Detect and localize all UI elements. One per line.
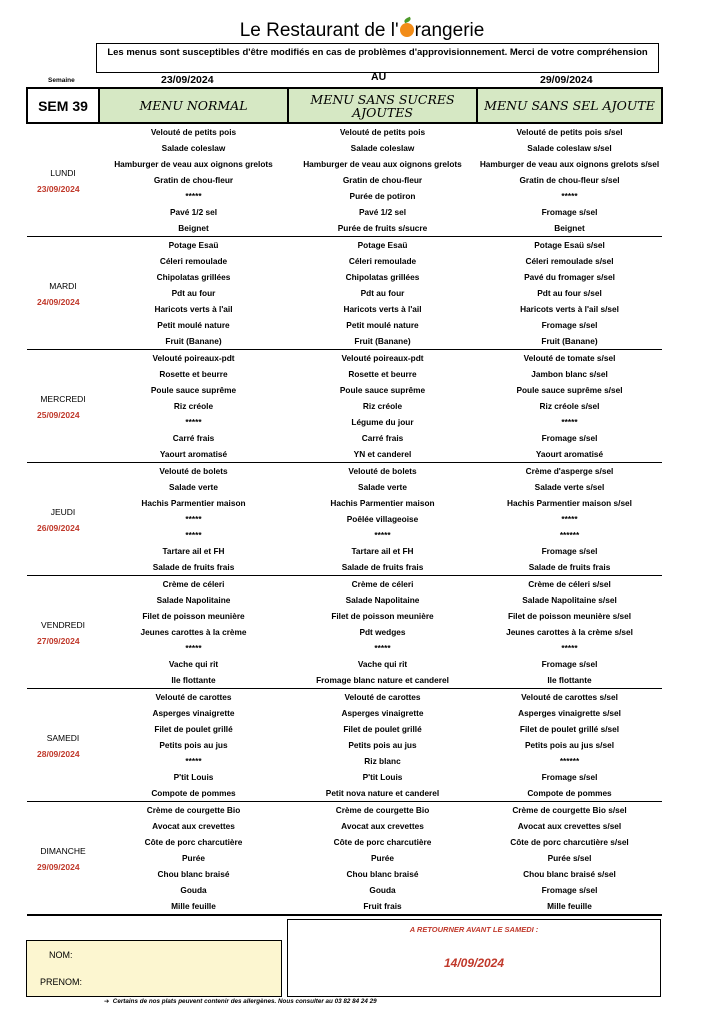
dish-cell: *****: [185, 416, 202, 427]
day-name: LUNDI: [50, 168, 76, 178]
dish-cell: Velouté de tomate s/sel: [523, 352, 616, 363]
day-name: VENDREDI: [41, 620, 85, 630]
dish-cell: Côte de porc charcutière s/sel: [510, 836, 629, 847]
dish-cell: Hachis Parmentier maison s/sel: [507, 497, 632, 508]
dish-cell: Jeunes carottes à la crème: [140, 626, 247, 637]
dish-cell: Fromage s/sel: [541, 884, 598, 895]
table-row: [27, 640, 662, 656]
dish-cell: Velouté de carottes s/sel: [521, 691, 618, 702]
dish-cell: ******: [559, 755, 580, 766]
dish-cell: Filet de poisson meunière: [142, 610, 245, 621]
day-cell: [27, 123, 99, 237]
table-row: [27, 333, 662, 350]
dish-cell: Chipolatas grillées: [345, 271, 420, 282]
dish-cell: Mille feuille: [477, 898, 662, 915]
orange-logo-icon: [400, 23, 414, 37]
dish-cell: P'tit Louis: [173, 771, 214, 782]
table-row: [27, 576, 662, 593]
dish-cell: Salade coleslaw s/sel: [527, 142, 612, 153]
dish-cell: Filet de poulet grillé: [343, 723, 422, 734]
day-date: 23/09/2024: [37, 184, 80, 194]
dish-cell: Fromage s/sel: [541, 206, 598, 217]
dish-cell: Tartare ail et FH: [162, 545, 225, 556]
dish-cell: *****: [185, 529, 202, 540]
dish-cell: Salade verte: [169, 481, 218, 492]
dish-cell: Beignet: [477, 220, 662, 237]
dish-cell: Rosette et beurre: [348, 368, 417, 379]
dish-cell: Velouté poireaux-pdt: [152, 352, 235, 363]
dish-cell: Pdt wedges: [359, 626, 406, 637]
dish-cell: Côte de porc charcutière: [144, 836, 243, 847]
table-row: [27, 753, 662, 769]
title-part-2: rangerie: [414, 20, 485, 41]
dish-cell: Ile flottante: [477, 672, 662, 689]
dish-cell: Asperges vinaigrette: [152, 707, 235, 718]
day-date: 28/09/2024: [37, 749, 80, 759]
week-number: SEM 39: [27, 88, 99, 123]
dish-cell: Crème de courgette Bio: [146, 804, 241, 815]
dish-cell: Poêlée villageoise: [346, 513, 419, 524]
dish-cell: Velouté de petits pois s/sel: [516, 126, 623, 137]
dish-cell: Jambon blanc s/sel: [531, 368, 608, 379]
table-row: [27, 785, 662, 802]
dish-cell: Poule sauce suprême: [339, 384, 426, 395]
dish-cell: Salade coleslaw: [350, 142, 415, 153]
day-name: SAMEDI: [46, 733, 80, 743]
table-row: [27, 672, 662, 689]
table-row: [27, 204, 662, 220]
dish-cell: *****: [185, 190, 202, 201]
dish-cell: Salade Napolitaine: [345, 594, 420, 605]
dish-cell: Filet de poisson meunière s/sel: [507, 610, 632, 621]
table-row: [27, 737, 662, 753]
dish-cell: Carré frais: [172, 432, 215, 443]
dish-cell: Petits pois au jus s/sel: [525, 739, 614, 750]
dish-cell: ******: [559, 529, 580, 540]
day-date: 24/09/2024: [37, 297, 80, 307]
table-row: [27, 898, 662, 915]
table-row: [27, 317, 662, 333]
table-row: [27, 850, 662, 866]
dish-cell: Compote de pommes: [477, 785, 662, 802]
dish-cell: Velouté de carottes: [155, 691, 232, 702]
dish-cell: Fromage blanc nature et canderel: [288, 672, 477, 689]
dish-cell: Purée: [181, 852, 206, 863]
table-row: [27, 608, 662, 624]
dish-cell: Pavé 1/2 sel: [358, 206, 407, 217]
dish-cell: Purée de potiron: [349, 190, 416, 201]
dish-cell: Chou blanc braisé: [346, 868, 419, 879]
dish-cell: Petits pois au jus: [159, 739, 228, 750]
table-row: [27, 527, 662, 543]
day-date: 27/09/2024: [37, 636, 80, 646]
return-box: [287, 919, 661, 997]
dish-cell: Yaourt aromatisé: [99, 446, 288, 463]
dish-cell: Petit moulé nature: [157, 319, 230, 330]
dish-cell: Vache qui rit: [168, 658, 219, 669]
dish-cell: Salade de fruits frais: [99, 559, 288, 576]
table-row: [27, 156, 662, 172]
dish-cell: Ile flottante: [99, 672, 288, 689]
table-row: [27, 140, 662, 156]
dish-cell: Haricots verts à l'ail s/sel: [520, 303, 619, 314]
dish-cell: Riz créole: [173, 400, 214, 411]
dish-cell: Fromage s/sel: [541, 545, 598, 556]
dish-cell: Pavé du fromager s/sel: [524, 271, 615, 282]
dish-cell: *****: [561, 190, 578, 201]
nom-label: NOM:: [49, 950, 73, 960]
dish-cell: *****: [561, 513, 578, 524]
table-row: [27, 592, 662, 608]
table-row: [27, 123, 662, 140]
dish-cell: Vache qui rit: [357, 658, 408, 669]
date-separator: AU: [371, 71, 387, 83]
dish-cell: Gratin de chou-fleur: [342, 174, 423, 185]
table-row: [27, 769, 662, 785]
dish-cell: Hachis Parmentier maison: [141, 497, 246, 508]
dish-cell: Fromage s/sel: [541, 432, 598, 443]
dish-cell: Crème de céleri: [351, 578, 414, 589]
dish-cell: Légume du jour: [351, 416, 414, 427]
dish-cell: Filet de poisson meunière: [331, 610, 434, 621]
dish-cell: Fromage s/sel: [541, 658, 598, 669]
dish-cell: Asperges vinaigrette s/sel: [518, 707, 621, 718]
table-row: [27, 705, 662, 721]
dish-cell: Hamburger de veau aux oignons grelots: [303, 158, 462, 169]
menu-table: [26, 87, 663, 916]
column-menu-sans-sel: MENU SANS SEL AJOUTE: [477, 88, 662, 123]
dish-cell: Crème d'asperge s/sel: [525, 465, 614, 476]
dish-cell: Pdt au four: [171, 287, 216, 298]
table-row: [27, 253, 662, 269]
dish-cell: *****: [374, 642, 391, 653]
return-label: A RETOURNER AVANT LE SAMEDI :: [409, 925, 539, 934]
table-row: [27, 866, 662, 882]
table-row: [27, 269, 662, 285]
dish-cell: Fruit frais: [288, 898, 477, 915]
table-row: [27, 463, 662, 480]
column-menu-sans-sucres: MENU SANS SUCRES AJOUTES: [288, 88, 477, 123]
dish-cell: *****: [561, 642, 578, 653]
dish-cell: Yaourt aromatisé: [477, 446, 662, 463]
dish-cell: Riz créole s/sel: [539, 400, 600, 411]
dish-cell: Filet de poulet grillé: [154, 723, 233, 734]
table-row: [27, 301, 662, 317]
dish-cell: Petit moulé nature: [346, 319, 419, 330]
dish-cell: Velouté de petits pois: [150, 126, 237, 137]
name-form: [26, 940, 282, 997]
table-row: [27, 414, 662, 430]
dish-cell: Gouda: [180, 884, 207, 895]
dish-cell: Fruit (Banane): [288, 333, 477, 350]
table-row: [27, 382, 662, 398]
dish-cell: Poule sauce suprême: [150, 384, 237, 395]
table-row: [27, 237, 662, 254]
day-date: 26/09/2024: [37, 523, 80, 533]
dish-cell: Velouté de petits pois: [339, 126, 426, 137]
table-row: [27, 511, 662, 527]
week-start-date: 23/09/2024: [161, 74, 214, 86]
table-row: [27, 350, 662, 367]
table-row: [27, 188, 662, 204]
day-date: 25/09/2024: [37, 410, 80, 420]
dish-cell: Fromage s/sel: [541, 319, 598, 330]
day-name: MARDI: [49, 281, 77, 291]
dish-cell: Potage Esaü: [357, 239, 408, 250]
table-row: [27, 172, 662, 188]
dish-cell: Velouté de bolets: [348, 465, 417, 476]
dish-cell: Purée de fruits s/sucre: [288, 220, 477, 237]
table-row: [27, 220, 662, 237]
dish-cell: Salade verte: [358, 481, 407, 492]
return-date: 14/09/2024: [443, 956, 505, 970]
dish-cell: Rosette et beurre: [159, 368, 228, 379]
dish-cell: YN et canderel: [288, 446, 477, 463]
dish-cell: Avocat aux crevettes: [152, 820, 235, 831]
dish-cell: Avocat aux crevettes s/sel: [517, 820, 622, 831]
column-menu-normal: MENU NORMAL: [99, 88, 288, 123]
dish-cell: Salade de fruits frais: [477, 559, 662, 576]
dish-cell: Avocat aux crevettes: [341, 820, 424, 831]
day-date: 29/09/2024: [37, 862, 80, 872]
dish-cell: *****: [185, 642, 202, 653]
dish-cell: Hamburger de veau aux oignons grelots: [114, 158, 273, 169]
table-row: [27, 834, 662, 850]
dish-cell: Petits pois au jus: [348, 739, 417, 750]
dish-cell: Salade verte s/sel: [534, 481, 605, 492]
table-row: [27, 656, 662, 672]
day-name: DIMANCHE: [40, 846, 86, 856]
week-end-date: 29/09/2024: [540, 74, 593, 86]
day-name: JEUDI: [50, 507, 76, 517]
footnote-text: Certains de nos plats peuvent contenir des allergènes. Nous consulter au 03 82 84 24 29: [112, 998, 377, 1005]
dish-cell: Carré frais: [361, 432, 404, 443]
semaine-label: Semaine: [48, 77, 75, 84]
table-row: [27, 285, 662, 301]
dish-cell: Velouté de carottes: [344, 691, 421, 702]
dish-cell: Crème de céleri s/sel: [528, 578, 611, 589]
day-cell: [27, 689, 99, 802]
table-row: [27, 398, 662, 414]
dish-cell: Gratin de chou-fleur s/sel: [519, 174, 620, 185]
dish-cell: Chou blanc braisé: [157, 868, 230, 879]
table-row: [27, 721, 662, 737]
dish-cell: Fruit (Banane): [477, 333, 662, 350]
dish-cell: Filet de poulet grillé s/sel: [519, 723, 620, 734]
arrow-icon: ➔: [104, 998, 110, 1005]
table-row: [27, 430, 662, 446]
day-cell: [27, 237, 99, 350]
dish-cell: Gratin de chou-fleur: [153, 174, 234, 185]
table-row: [27, 624, 662, 640]
dish-cell: Fromage s/sel: [541, 771, 598, 782]
day-name: MERCREDI: [40, 394, 86, 404]
dish-cell: Hamburger de veau aux oignons grelots s/sel: [479, 158, 660, 169]
dish-cell: Potage Esaü s/sel: [534, 239, 605, 250]
dish-cell: Beignet: [99, 220, 288, 237]
dish-cell: Céleri remoulade s/sel: [525, 255, 614, 266]
dish-cell: Hachis Parmentier maison: [330, 497, 435, 508]
dish-cell: *****: [561, 416, 578, 427]
dish-cell: Chipolatas grillées: [156, 271, 231, 282]
dish-cell: Haricots verts à l'ail: [343, 303, 422, 314]
dish-cell: *****: [185, 513, 202, 524]
table-row: [27, 543, 662, 559]
table-row: [27, 495, 662, 511]
dish-cell: Riz blanc: [364, 755, 401, 766]
table-row: [27, 882, 662, 898]
dish-cell: Compote de pommes: [99, 785, 288, 802]
dish-cell: Potage Esaü: [168, 239, 219, 250]
dish-cell: Pavé 1/2 sel: [169, 206, 218, 217]
day-cell: [27, 350, 99, 463]
dish-cell: Velouté poireaux-pdt: [341, 352, 424, 363]
dish-cell: Gouda: [369, 884, 396, 895]
dish-cell: Salade coleslaw: [161, 142, 226, 153]
dish-cell: Purée: [370, 852, 395, 863]
prenom-label: PRENOM:: [40, 977, 83, 987]
table-row: [27, 366, 662, 382]
dish-cell: *****: [374, 529, 391, 540]
dish-cell: Crème de céleri: [162, 578, 225, 589]
dish-cell: Pdt au four s/sel: [537, 287, 602, 298]
table-row: [27, 446, 662, 463]
dish-cell: Purée s/sel: [547, 852, 592, 863]
dish-cell: P'tit Louis: [362, 771, 403, 782]
supply-notice: Les menus sont susceptibles d'être modifiés en cas de problèmes d'approvisionnement. Merci de votre compréhension: [96, 43, 659, 73]
dish-cell: *****: [185, 755, 202, 766]
table-row: [27, 689, 662, 706]
table-row: [27, 802, 662, 819]
dish-cell: Poule sauce suprême s/sel: [516, 384, 623, 395]
table-row: [27, 559, 662, 576]
dish-cell: Haricots verts à l'ail: [154, 303, 233, 314]
dish-cell: Petit nova nature et canderel: [288, 785, 477, 802]
dish-cell: Fruit (Banane): [99, 333, 288, 350]
dish-cell: Céleri remoulade: [348, 255, 417, 266]
dish-cell: Asperges vinaigrette: [341, 707, 424, 718]
dish-cell: Côte de porc charcutière: [333, 836, 432, 847]
day-cell: [27, 802, 99, 916]
dish-cell: Chou blanc braisé s/sel: [523, 868, 616, 879]
dish-cell: Salade Napolitaine s/sel: [522, 594, 617, 605]
allergen-footnote: [104, 998, 377, 1005]
dish-cell: Crème de courgette Bio: [335, 804, 430, 815]
dish-cell: Velouté de bolets: [159, 465, 228, 476]
dish-cell: Crème de courgette Bio s/sel: [512, 804, 627, 815]
title-part-1: Le Restaurant de l': [239, 20, 399, 41]
dish-cell: Salade de fruits frais: [288, 559, 477, 576]
dish-cell: Mille feuille: [99, 898, 288, 915]
dish-cell: Tartare ail et FH: [351, 545, 414, 556]
restaurant-title: [0, 20, 724, 42]
day-cell: [27, 463, 99, 576]
table-row: [27, 479, 662, 495]
dish-cell: Salade Napolitaine: [156, 594, 231, 605]
dish-cell: Pdt au four: [360, 287, 405, 298]
dish-cell: Riz créole: [362, 400, 403, 411]
dish-cell: Jeunes carottes à la crème s/sel: [506, 626, 633, 637]
table-row: [27, 818, 662, 834]
day-cell: [27, 576, 99, 689]
dish-cell: Céleri remoulade: [159, 255, 228, 266]
table-header-row: [27, 88, 662, 123]
